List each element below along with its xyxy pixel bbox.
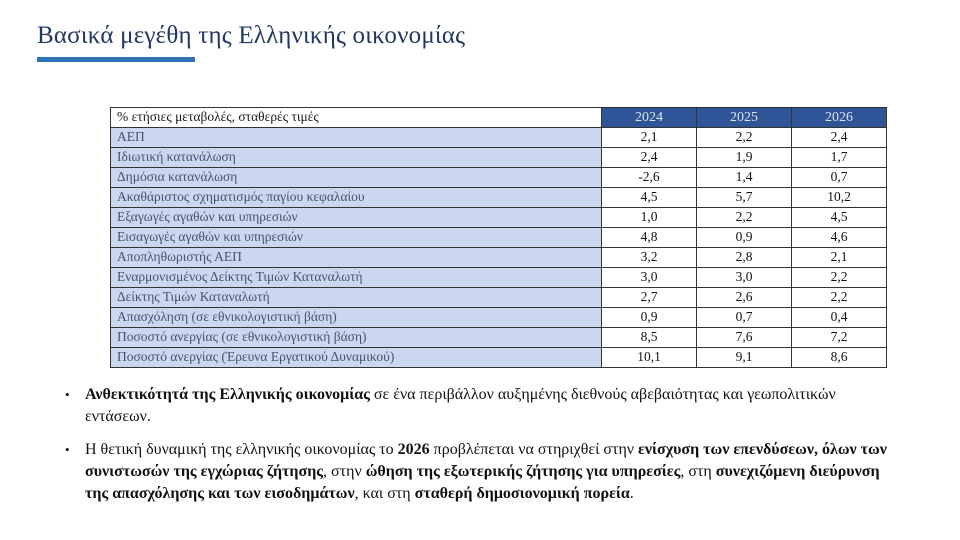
table-row bbox=[111, 328, 887, 348]
row-value: 2,1 bbox=[602, 128, 697, 148]
row-value: 0,9 bbox=[602, 308, 697, 328]
row-value: 2,2 bbox=[697, 128, 792, 148]
row-value: 0,7 bbox=[697, 308, 792, 328]
title-underline bbox=[37, 57, 195, 62]
row-value: 3,0 bbox=[697, 268, 792, 288]
row-value: 2,2 bbox=[697, 208, 792, 228]
table-row bbox=[111, 148, 887, 168]
table-header-label: % ετήσιες μεταβολές, σταθερές τιμές bbox=[111, 108, 602, 128]
table-row bbox=[111, 168, 887, 188]
bullet-text-bold: σταθερή δημοσιονομική πορεία bbox=[414, 485, 630, 502]
row-value: 2,4 bbox=[792, 128, 887, 148]
row-value: 0,9 bbox=[697, 228, 792, 248]
table-row bbox=[111, 248, 887, 268]
row-value: 10,1 bbox=[602, 348, 697, 368]
bullet-text: . bbox=[629, 485, 634, 502]
bullet-marker: • bbox=[65, 442, 70, 457]
row-value: 7,2 bbox=[792, 328, 887, 348]
row-value: 2,1 bbox=[792, 248, 887, 268]
bullet-text-bold: συνεχιζόμενη διεύρυνση της απασχόλησης και των εισοδημάτων bbox=[85, 463, 880, 502]
row-value: 0,4 bbox=[792, 308, 887, 328]
row-value: 1,4 bbox=[697, 168, 792, 188]
bullet-text: προβλέπεται να στηριχθεί στην bbox=[429, 441, 639, 458]
row-value: 2,2 bbox=[792, 288, 887, 308]
row-label: Δείκτης Τιμών Καταναλωτή bbox=[111, 288, 602, 308]
row-value: 4,8 bbox=[602, 228, 697, 248]
table-row bbox=[111, 288, 887, 308]
row-value: 8,6 bbox=[792, 348, 887, 368]
table-header-year: 2024 bbox=[602, 108, 697, 128]
row-label: Απασχόληση (σε εθνικολογιστική βάση) bbox=[111, 308, 602, 328]
row-label: Εισαγωγές αγαθών και υπηρεσιών bbox=[111, 228, 602, 248]
row-value: 4,6 bbox=[792, 228, 887, 248]
row-value: -2,6 bbox=[602, 168, 697, 188]
bullet-text-bold: ενίσχυση των επενδύσεων, όλων των συνιστωσών της εγχώριας ζήτησης bbox=[85, 441, 887, 480]
row-value: 0,7 bbox=[792, 168, 887, 188]
row-value: 2,2 bbox=[792, 268, 887, 288]
table-row bbox=[111, 128, 887, 148]
table-row bbox=[111, 348, 887, 368]
table-row bbox=[111, 308, 887, 328]
row-value: 1,7 bbox=[792, 148, 887, 168]
bullet-text: σε ένα περιβάλλον αυξημένης διεθνούς αβεβαιότητας και γεωπολιτικών εντάσεων. bbox=[85, 386, 836, 425]
row-label: Ποσοστό ανεργίας (Έρευνα Εργατικού Δυναμικού) bbox=[111, 348, 602, 368]
table-header-year: 2025 bbox=[697, 108, 792, 128]
bullet-text-bold: Ανθεκτικότητά της Ελληνικής οικονομίας bbox=[85, 386, 370, 403]
bullet-text: , και στη bbox=[354, 485, 415, 502]
row-value: 9,1 bbox=[697, 348, 792, 368]
bullet-text-bold: ώθηση της εξωτερικής ζήτησης για υπηρεσίες bbox=[365, 463, 681, 480]
row-value: 8,5 bbox=[602, 328, 697, 348]
row-value: 2,4 bbox=[602, 148, 697, 168]
row-label: ΑΕΠ bbox=[111, 128, 602, 148]
bullet-list bbox=[63, 384, 905, 516]
bullet-text: , στη bbox=[680, 463, 716, 480]
bullet-item bbox=[63, 384, 905, 428]
economy-indicators-table bbox=[110, 107, 887, 368]
row-value: 2,8 bbox=[697, 248, 792, 268]
row-value: 7,6 bbox=[697, 328, 792, 348]
row-label: Δημόσια κατανάλωση bbox=[111, 168, 602, 188]
table-row bbox=[111, 208, 887, 228]
bullet-text: Η θετική δυναμική της ελληνικής οικονομίας το bbox=[85, 441, 398, 458]
table-row bbox=[111, 188, 887, 208]
row-value: 5,7 bbox=[697, 188, 792, 208]
row-label: Αποπληθωριστής ΑΕΠ bbox=[111, 248, 602, 268]
row-value: 2,6 bbox=[697, 288, 792, 308]
page-title: Βασικά μεγέθη της Ελληνικής οικονομίας bbox=[37, 22, 466, 49]
table-row bbox=[111, 268, 887, 288]
row-value: 1,9 bbox=[697, 148, 792, 168]
bullet-text: , στην bbox=[323, 463, 366, 480]
row-value: 4,5 bbox=[602, 188, 697, 208]
table-header-year: 2026 bbox=[792, 108, 887, 128]
table-row bbox=[111, 228, 887, 248]
row-value: 2,7 bbox=[602, 288, 697, 308]
row-label: Εξαγωγές αγαθών και υπηρεσιών bbox=[111, 208, 602, 228]
row-label: Εναρμονισμένος Δείκτης Τιμών Καταναλωτή bbox=[111, 268, 602, 288]
table-header-row bbox=[111, 108, 887, 128]
title-block bbox=[37, 22, 465, 62]
row-label: Ακαθάριστος σχηματισμός παγίου κεφαλαίου bbox=[111, 188, 602, 208]
row-label: Ιδιωτική κατανάλωση bbox=[111, 148, 602, 168]
row-value: 3,0 bbox=[602, 268, 697, 288]
row-value: 1,0 bbox=[602, 208, 697, 228]
bullet-marker: • bbox=[65, 387, 70, 402]
row-label: Ποσοστό ανεργίας (σε εθνικολογιστική βάση) bbox=[111, 328, 602, 348]
row-value: 3,2 bbox=[602, 248, 697, 268]
bullet-item bbox=[63, 439, 905, 505]
bullet-text-bold: 2026 bbox=[397, 441, 430, 458]
row-value: 4,5 bbox=[792, 208, 887, 228]
row-value: 10,2 bbox=[792, 188, 887, 208]
